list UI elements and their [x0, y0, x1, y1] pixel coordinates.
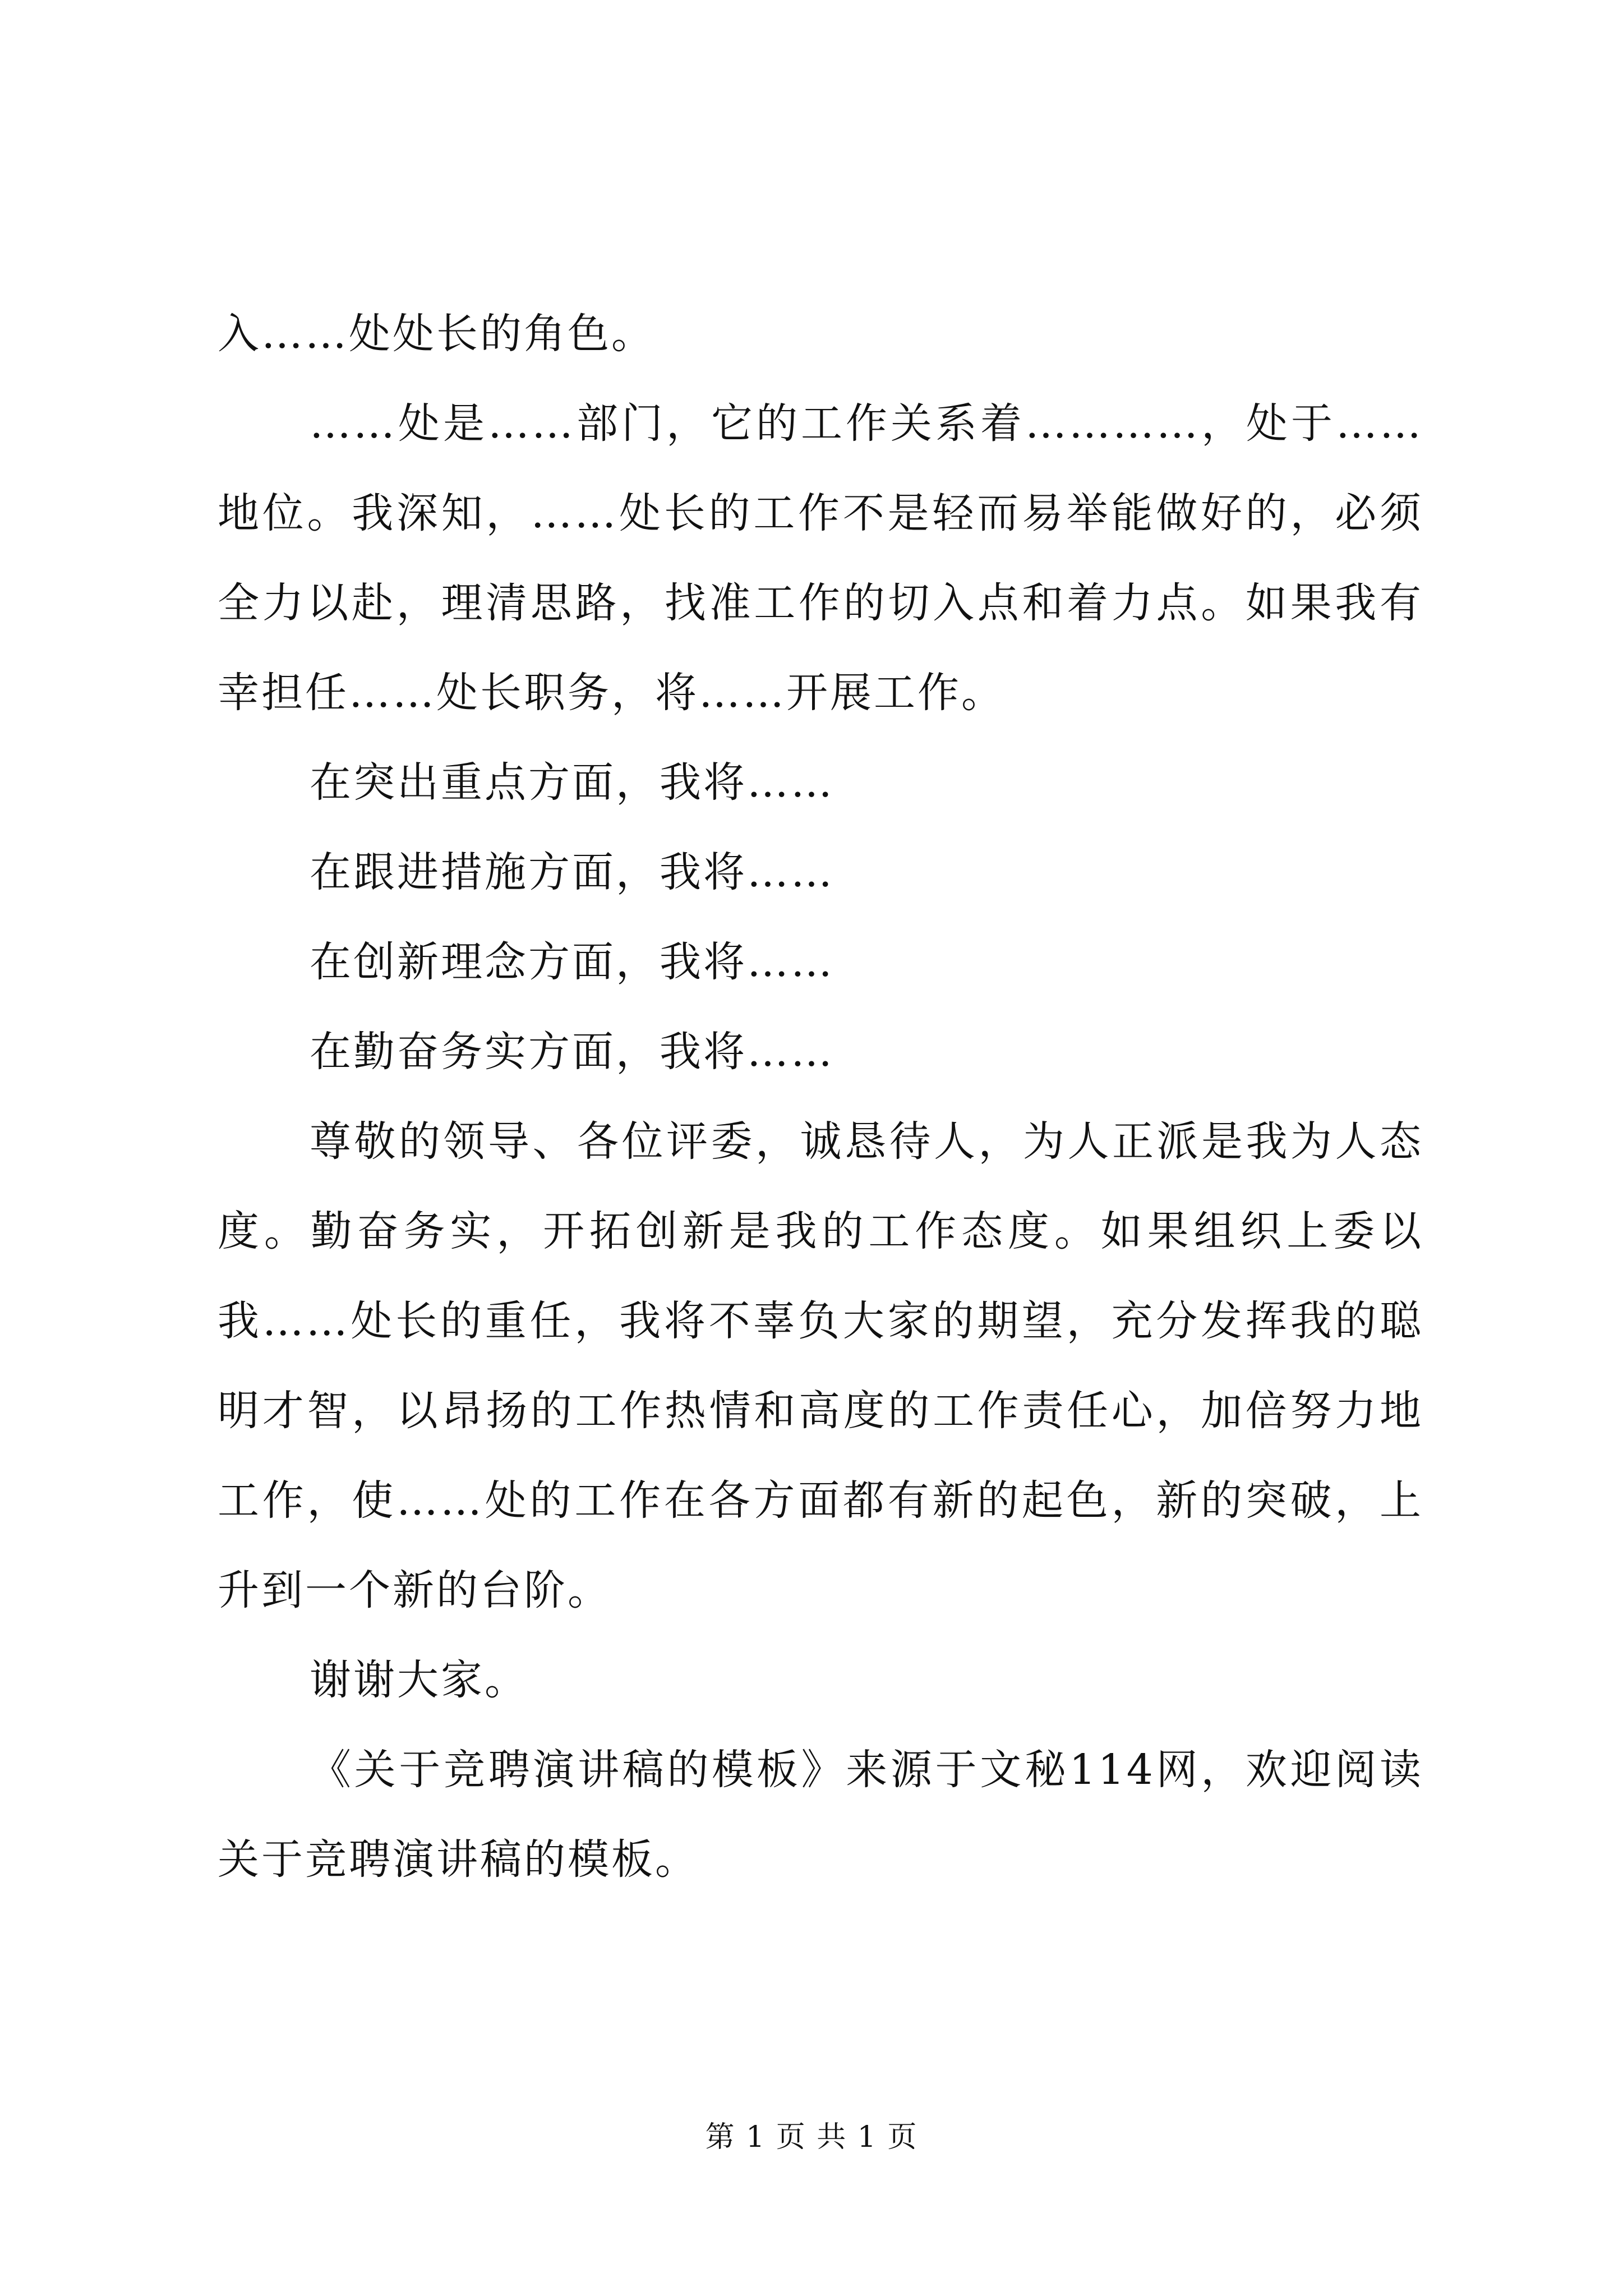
page-footer: 第 1 页 共 1 页: [705, 2120, 918, 2154]
paragraph-6: 在勤奋务实方面，我将……: [310, 1028, 834, 1076]
paragraph-4: 在跟进措施方面，我将……: [310, 848, 834, 896]
paragraph-9: 《关于竞聘演讲稿的模板》来源于文秘114网，欢迎阅读关于竞聘演讲稿的模板。: [218, 1746, 1423, 1884]
paragraph-7: 尊敬的领导、各位评委，诚恳待人，为人正派是我为人态度。勤奋务实，开拓创新是我的工作态度。如果组织上委以我……处长的重任，我将不辜负大家的期望，充分发挥我的聪明才智，以昂扬的工作热情和高度的工作责任心，加倍努力地工作，使……处的工作在各方面都有新的起色，新的突破，上升到一个新的台阶。: [218, 1117, 1423, 1614]
document-body: [218, 289, 1423, 1904]
paragraph-3: 在突出重点方面，我将……: [310, 758, 834, 807]
paragraph-2: ……处是……部门，它的工作关系着…………，处于……地位。我深知，……处长的工作不是轻而易举能做好的，必须全力以赴，理清思路，找准工作的切入点和着力点。如果我有幸担任……处长职务，将……开展工作。: [218, 399, 1423, 717]
paragraph-5: 在创新理念方面，我将……: [310, 938, 834, 986]
paragraph-1: 入……处处长的角色。: [218, 310, 655, 358]
paragraph-8: 谢谢大家。: [310, 1656, 528, 1704]
